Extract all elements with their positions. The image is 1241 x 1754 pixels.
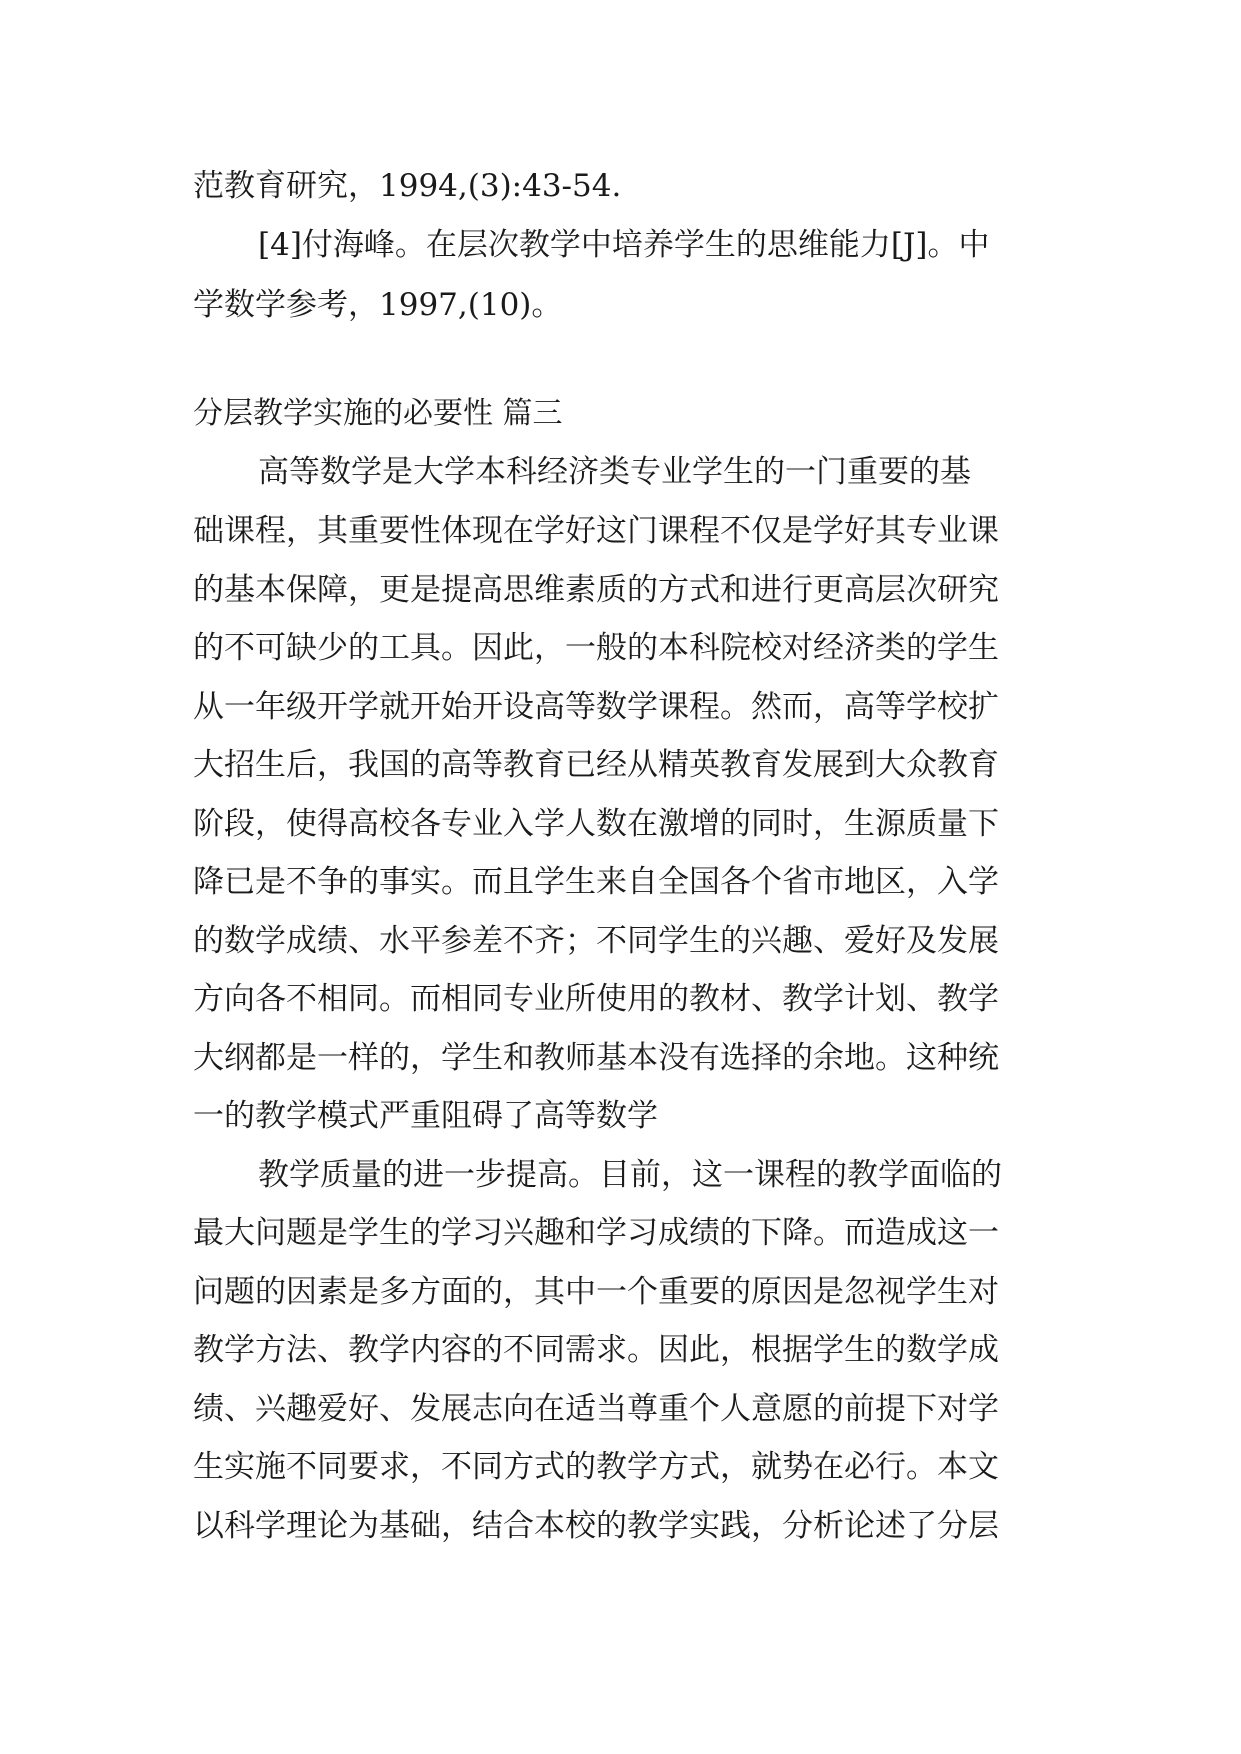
- paragraph-line: 的数学成绩、水平参差不齐；不同学生的兴趣、爱好及发展: [193, 923, 999, 959]
- paragraph-line: 绩、兴趣爱好、发展志向在适当尊重个人意愿的前提下对学: [193, 1391, 999, 1427]
- paragraph-line: 问题的因素是多方面的，其中一个重要的原因是忽视学生对: [193, 1274, 999, 1310]
- reference-line: 范教育研究，1994,(3):43-54.: [193, 168, 622, 204]
- reference-line: 学数学参考，1997,(10)。: [193, 287, 563, 323]
- paragraph-line: 的不可缺少的工具。因此，一般的本科院校对经济类的学生: [193, 630, 999, 666]
- paragraph-line: 方向各不相同。而相同专业所使用的教材、教学计划、教学: [193, 981, 999, 1017]
- paragraph-line: 降已是不争的事实。而且学生来自全国各个省市地区，入学: [193, 864, 999, 900]
- paragraph-line: 高等数学是大学本科经济类专业学生的一门重要的基: [258, 454, 971, 490]
- paragraph-line: 阶段，使得高校各专业入学人数在激增的同时，生源质量下: [193, 806, 999, 842]
- paragraph-line: 最大问题是学生的学习兴趣和学习成绩的下降。而造成这一: [193, 1215, 999, 1251]
- paragraph-line: 一的教学模式严重阻碍了高等数学: [193, 1098, 658, 1134]
- paragraph-line: 以科学理论为基础，结合本校的教学实践，分析论述了分层: [193, 1508, 999, 1544]
- paragraph-line: 的基本保障，更是提高思维素质的方式和进行更高层次研究: [193, 572, 999, 608]
- paragraph-line: 大纲都是一样的，学生和教师基本没有选择的余地。这种统: [193, 1040, 999, 1076]
- paragraph-line: 教学方法、教学内容的不同需求。因此，根据学生的数学成: [193, 1332, 999, 1368]
- paragraph-line: 础课程，其重要性体现在学好这门课程不仅是学好其专业课: [193, 513, 999, 549]
- section-title: 分层教学实施的必要性 篇三: [193, 396, 563, 431]
- paragraph-line: 教学质量的进一步提高。目前，这一课程的教学面临的: [258, 1157, 1002, 1193]
- paragraph-line: 生实施不同要求，不同方式的教学方式，就势在必行。本文: [193, 1449, 999, 1485]
- reference-line: [4]付海峰。在层次教学中培养学生的思维能力[J]。中: [258, 227, 990, 263]
- paragraph-line: 大招生后，我国的高等教育已经从精英教育发展到大众教育: [193, 747, 999, 783]
- paragraph-line: 从一年级开学就开始开设高等数学课程。然而，高等学校扩: [193, 689, 999, 725]
